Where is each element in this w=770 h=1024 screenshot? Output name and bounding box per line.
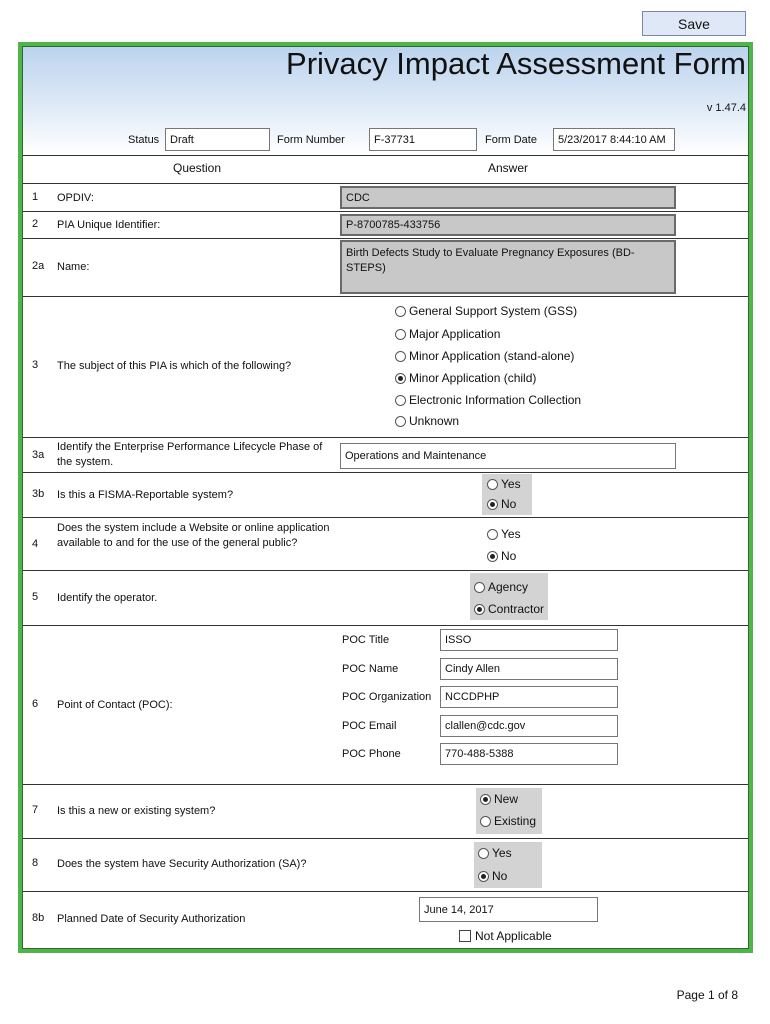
status-label: Status xyxy=(128,134,160,146)
row-number: 1 xyxy=(32,191,39,203)
radio-button-icon xyxy=(474,582,485,593)
question-pia-identifier: PIA Unique Identifier: xyxy=(57,219,161,231)
radio-option-major-application[interactable] xyxy=(395,327,500,341)
option-label: Yes xyxy=(492,846,512,860)
divider xyxy=(23,155,748,156)
radio-button-icon xyxy=(395,329,406,340)
radio-option-unknown[interactable] xyxy=(395,414,459,428)
radio-selected-icon xyxy=(478,871,489,882)
divider xyxy=(23,838,748,839)
question-public-website: Does the system include a Website or online application available to and for the use of the general public? xyxy=(57,522,330,549)
divider xyxy=(23,437,748,438)
question-operator: Identify the operator. xyxy=(57,592,158,604)
version-label: v 1.47.4 xyxy=(706,102,746,114)
option-label: New xyxy=(494,792,519,806)
radio-option-existing[interactable] xyxy=(480,814,536,828)
divider xyxy=(23,517,748,518)
radio-option-sa-yes[interactable] xyxy=(478,846,512,860)
radio-option-website-no[interactable] xyxy=(487,549,516,563)
form-date-label: Form Date xyxy=(485,134,537,146)
page-title: Privacy Impact Assessment Form xyxy=(286,46,746,81)
question-fisma-reportable: Is this a FISMA-Reportable system? xyxy=(57,489,234,501)
poc-organization-label: POC Organization xyxy=(342,691,432,703)
radio-button-icon xyxy=(478,848,489,859)
option-label: Minor Application (stand-alone) xyxy=(409,349,575,363)
row-number: 8b xyxy=(32,912,45,924)
option-label: Electronic Information Collection xyxy=(409,393,582,407)
poc-title-label: POC Title xyxy=(342,634,390,646)
planned-sa-date-field[interactable]: June 14, 2017 xyxy=(419,897,598,922)
radio-button-icon xyxy=(395,306,406,317)
option-label: No xyxy=(501,497,517,511)
poc-phone-field[interactable]: 770-488-5388 xyxy=(440,743,618,765)
radio-button-icon xyxy=(395,351,406,362)
poc-phone-label: POC Phone xyxy=(342,748,401,760)
option-label: Unknown xyxy=(409,414,460,428)
pia-identifier-field[interactable]: P-8700785-433756 xyxy=(340,214,676,236)
divider xyxy=(23,784,748,785)
row-number: 3b xyxy=(32,488,45,500)
not-applicable-checkbox[interactable] xyxy=(459,929,552,943)
question-point-of-contact: Point of Contact (POC): xyxy=(57,699,173,711)
poc-organization-field[interactable]: NCCDPHP xyxy=(440,686,618,708)
lifecycle-phase-field[interactable]: Operations and Maintenance xyxy=(340,443,676,469)
divider xyxy=(23,472,748,473)
checkbox-icon xyxy=(459,930,471,942)
poc-title-field[interactable]: ISSO xyxy=(440,629,618,651)
row-number: 6 xyxy=(32,698,39,710)
option-label: No xyxy=(501,549,517,563)
row-number: 8 xyxy=(32,857,39,869)
row-number: 3 xyxy=(32,359,39,371)
divider xyxy=(23,570,748,571)
radio-selected-icon xyxy=(487,499,498,510)
option-label: Agency xyxy=(488,580,529,594)
radio-selected-icon xyxy=(480,794,491,805)
question-lifecycle-phase: Identify the Enterprise Performance Lifecycle Phase of the system. xyxy=(57,441,323,468)
radio-option-sa-no[interactable] xyxy=(478,869,507,883)
status-field[interactable]: Draft xyxy=(165,128,270,151)
option-label: Yes xyxy=(501,527,521,541)
radio-selected-icon xyxy=(474,604,485,615)
radio-option-website-yes[interactable] xyxy=(487,527,521,541)
opdiv-field[interactable]: CDC xyxy=(340,186,676,209)
row-number: 2 xyxy=(32,218,39,230)
divider xyxy=(23,625,748,626)
row-number: 7 xyxy=(32,804,39,816)
divider xyxy=(23,183,748,184)
row-number: 4 xyxy=(32,538,39,550)
question-planned-sa-date: Planned Date of Security Authorization xyxy=(57,913,246,925)
option-label: Contractor xyxy=(488,602,545,616)
poc-name-label: POC Name xyxy=(342,663,399,675)
radio-button-icon xyxy=(480,816,491,827)
radio-selected-icon xyxy=(487,551,498,562)
option-label: Yes xyxy=(501,477,521,491)
save-button[interactable]: Save xyxy=(642,11,746,36)
option-label: Existing xyxy=(494,814,537,828)
poc-email-field[interactable]: clallen@cdc.gov xyxy=(440,715,618,737)
divider xyxy=(23,211,748,212)
question-name: Name: xyxy=(57,261,90,273)
radio-option-gss[interactable] xyxy=(395,304,577,318)
question-column-header: Question xyxy=(173,161,222,175)
option-label: Major Application xyxy=(409,327,501,341)
poc-name-field[interactable]: Cindy Allen xyxy=(440,658,618,680)
radio-button-icon xyxy=(487,529,498,540)
row-number: 2a xyxy=(32,260,45,272)
radio-selected-icon xyxy=(395,373,406,384)
answer-column-header: Answer xyxy=(488,161,529,175)
option-label: General Support System (GSS) xyxy=(409,304,578,318)
divider xyxy=(23,296,748,297)
system-name-field[interactable]: Birth Defects Study to Evaluate Pregnancy Exposures (BD-STEPS) xyxy=(340,240,676,294)
question-opdiv: OPDIV: xyxy=(57,192,94,204)
radio-option-electronic-collection[interactable] xyxy=(395,393,581,407)
question-security-authorization: Does the system have Security Authorization (SA)? xyxy=(57,858,307,870)
radio-button-icon xyxy=(487,479,498,490)
radio-option-contractor[interactable] xyxy=(474,602,544,616)
form-date-field[interactable]: 5/23/2017 8:44:10 AM xyxy=(553,128,675,151)
poc-email-label: POC Email xyxy=(342,720,397,732)
checkbox-label: Not Applicable xyxy=(475,929,552,943)
radio-option-minor-standalone[interactable] xyxy=(395,349,574,363)
question-new-or-existing: Is this a new or existing system? xyxy=(57,805,216,817)
option-label: No xyxy=(492,869,508,883)
divider xyxy=(23,238,748,239)
radio-button-icon xyxy=(395,416,406,427)
form-number-label: Form Number xyxy=(277,134,345,146)
row-number: 5 xyxy=(32,591,39,603)
radio-option-new[interactable] xyxy=(480,792,518,806)
radio-option-agency[interactable] xyxy=(474,580,528,594)
question-pia-subject: The subject of this PIA is which of the following? xyxy=(57,360,292,372)
radio-option-minor-child[interactable] xyxy=(395,371,536,385)
option-label: Minor Application (child) xyxy=(409,371,537,385)
radio-option-fisma-yes[interactable] xyxy=(487,477,521,491)
divider xyxy=(23,891,748,892)
page-indicator: Page 1 of 8 xyxy=(676,988,738,1002)
row-number: 3a xyxy=(32,449,45,461)
radio-button-icon xyxy=(395,395,406,406)
radio-option-fisma-no[interactable] xyxy=(487,497,516,511)
form-number-field[interactable]: F-37731 xyxy=(369,128,477,151)
